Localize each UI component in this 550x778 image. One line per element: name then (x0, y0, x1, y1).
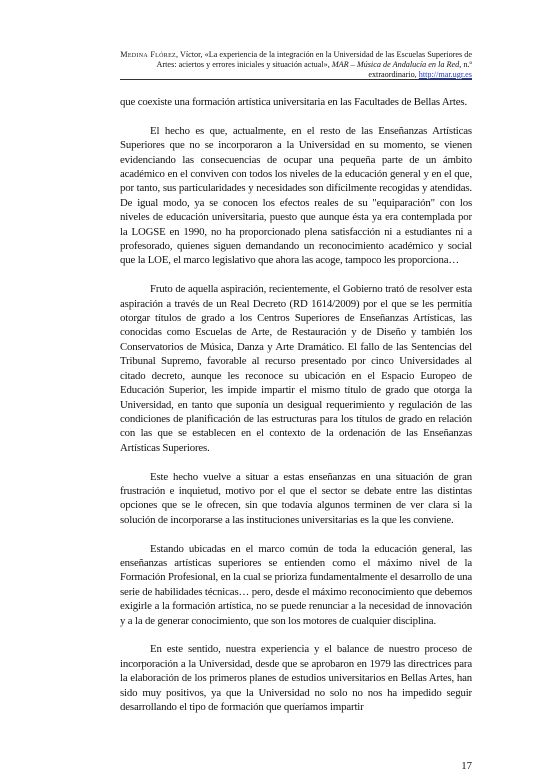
paragraph: Este hecho vuelve a situar a estas enseñanzas en una situación de gran frustración e inquietud, motivo por el que el sector se debate entre las distintas opciones que se le ofrecen, sin que todavía algunos terminen de ver clara si la solución de incorporarse a las instituciones universitarias es la que les conviene. (120, 470, 472, 526)
header-divider (120, 79, 472, 80)
paragraph: Fruto de aquella aspiración, recientemente, el Gobierno trató de resolver esta aspiración a través de un Real Decreto (RD 1614/2009) por el que se les permitía otorgar títulos de grado a los Centros Superiores de Enseñanzas Artísticas, las conocidas como Escuelas de Arte, de Restauración y de Diseño y también los Conservatorios de Música, Danza y Arte Dramático. El fallo de las Sentencias del Tribunal Supremo, favorable al recurso presentado por cinco Universidades al citado decreto, aunque les reconoce su ubicación en el Espacio Europeo de Educación Superior, les impide impartir el mismo título de grado que otorga la Universidad, en tanto que suponía un desigual requerimiento y regulación de las condiciones de planificación de las estructuras para los títulos de grado en relación con las que se establecen en el contexto de la ordenación de las Enseñanzas Artísticas Superiores. (120, 283, 472, 454)
running-header (120, 50, 472, 79)
paragraph-continued: que coexiste una formación artística universitaria en las Facultades de Bellas Artes. (120, 96, 468, 108)
header-author: Medina Flórez (120, 50, 177, 59)
article-body (120, 95, 472, 729)
page-number: 17 (461, 760, 472, 772)
paragraph: En este sentido, nuestra experiencia y el balance de nuestro proceso de incorporación a la Universidad, desde que se aprobaron en 1979 las directrices para la elaboración de los primeros planes de estudios universitarios en Bellas Artes, han sido muy positivos, ya que la Universidad no solo no nos ha impedido seguir desarrollando el tipo de formación que queríamos impartir (120, 643, 472, 713)
paragraph: El hecho es que, actualmente, en el resto de las Enseñanzas Artísticas Superiores que no se incorporaron a la Universidad en su momento, se vienen evidenciando las consecuencias de ocupar una pequeña parte de un ámbito académico en el conviven con todos los niveles de la educación general y en el que, por tanto, sus particularidades y necesidades son difícilmente recogidas y atendidas. De igual modo, ya se conocen los efectos reales de su "equiparación" con los niveles de educación universitaria, puesto que aunque ésta ya era contemplada por la LOGSE en 1990, no ha proporcionado plena satisfacción ni a estudiantes ni a profesorado, quienes siguen demandando un reconocimiento académico y social que la LOE, el marco legislativo que ahora las acoge, tampoco les proporciona… (120, 124, 472, 267)
header-journal: MAR – Música de Andalucía en la Red (331, 59, 460, 69)
paragraph: Estando ubicadas en el marco común de toda la educación general, las enseñanzas artísticas superiores se entienden como el máximo nivel de la Formación Profesional, en la cual se prioriza fundamentalmente el desarrollo de una serie de habilidades técnicas… pero, desde el máximo reconocimiento que debemos exigirle a la formación artística, no se puede renunciar a la necesidad de innovación y a la de generar conocimiento, que son los motores de cualquier disciplina. (120, 542, 472, 627)
header-issue: , n.º extraordinario, (368, 59, 472, 79)
header-citation: , Víctor, «La experiencia de la integración en la Universidad de las Escuelas Superiores de Artes: aciertos y errores iniciales y situación actual», (156, 50, 472, 69)
header-url-link[interactable]: http://mar.ugr.es (418, 69, 472, 79)
